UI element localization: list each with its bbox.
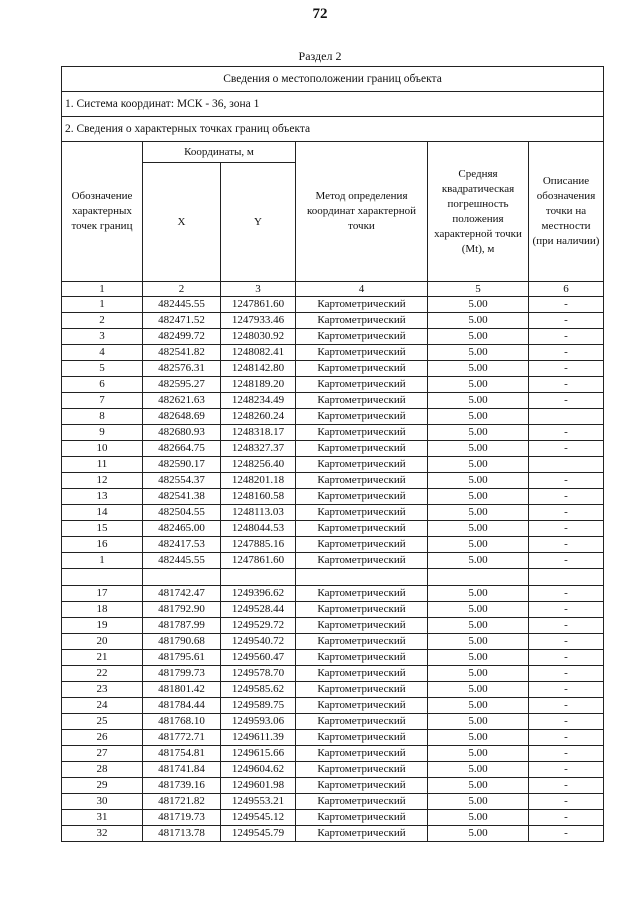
description-cell: - bbox=[529, 521, 604, 537]
method-cell: Картометрический bbox=[296, 521, 428, 537]
table-row bbox=[62, 682, 604, 698]
accuracy-cell: 5.00 bbox=[428, 778, 529, 794]
y-coordinate: 1248030.92 bbox=[221, 329, 296, 345]
header-method: Метод определения координат характерной точки bbox=[296, 142, 428, 282]
table-row bbox=[62, 505, 604, 521]
description-cell: - bbox=[529, 297, 604, 313]
method-cell: Картометрический bbox=[296, 586, 428, 602]
method-cell: Картометрический bbox=[296, 393, 428, 409]
description-cell: - bbox=[529, 746, 604, 762]
point-number: 30 bbox=[62, 794, 143, 810]
y-coordinate: 1249604.62 bbox=[221, 762, 296, 778]
accuracy-cell: 5.00 bbox=[428, 521, 529, 537]
point-number: 27 bbox=[62, 746, 143, 762]
accuracy-cell: 5.00 bbox=[428, 794, 529, 810]
empty-cell bbox=[529, 569, 604, 586]
x-coordinate: 481801.42 bbox=[143, 682, 221, 698]
empty-cell bbox=[143, 569, 221, 586]
header-accuracy: Средняя квадратическая погрешность положения характерной точки (Mt), м bbox=[428, 142, 529, 282]
method-cell: Картометрический bbox=[296, 682, 428, 698]
point-number: 3 bbox=[62, 329, 143, 345]
column-number: 1 bbox=[62, 282, 143, 297]
table-row bbox=[62, 794, 604, 810]
method-cell: Картометрический bbox=[296, 698, 428, 714]
x-coordinate: 482445.55 bbox=[143, 553, 221, 569]
accuracy-cell: 5.00 bbox=[428, 666, 529, 682]
y-coordinate: 1247933.46 bbox=[221, 313, 296, 329]
coordinate-system-row: 1. Система координат: МСК - 36, зона 1 bbox=[62, 92, 604, 117]
description-cell: - bbox=[529, 553, 604, 569]
method-cell: Картометрический bbox=[296, 778, 428, 794]
accuracy-cell: 5.00 bbox=[428, 714, 529, 730]
accuracy-cell: 5.00 bbox=[428, 329, 529, 345]
accuracy-cell: 5.00 bbox=[428, 361, 529, 377]
accuracy-cell: 5.00 bbox=[428, 730, 529, 746]
point-number: 23 bbox=[62, 682, 143, 698]
method-cell: Картометрический bbox=[296, 313, 428, 329]
empty-cell bbox=[221, 569, 296, 586]
accuracy-cell: 5.00 bbox=[428, 650, 529, 666]
point-number: 31 bbox=[62, 810, 143, 826]
point-number: 29 bbox=[62, 778, 143, 794]
point-number: 2 bbox=[62, 313, 143, 329]
table-row bbox=[62, 698, 604, 714]
description-cell: - bbox=[529, 650, 604, 666]
y-coordinate: 1248327.37 bbox=[221, 441, 296, 457]
method-cell: Картометрический bbox=[296, 297, 428, 313]
x-coordinate: 481719.73 bbox=[143, 810, 221, 826]
method-cell: Картометрический bbox=[296, 489, 428, 505]
section-label: Раздел 2 bbox=[298, 49, 342, 63]
y-coordinate: 1249553.21 bbox=[221, 794, 296, 810]
table-row bbox=[62, 361, 604, 377]
table-row bbox=[62, 618, 604, 634]
accuracy-cell: 5.00 bbox=[428, 409, 529, 425]
header-designation: Обозначение характерных точек границ bbox=[62, 142, 143, 282]
description-cell: - bbox=[529, 810, 604, 826]
y-coordinate: 1249578.70 bbox=[221, 666, 296, 682]
accuracy-cell: 5.00 bbox=[428, 297, 529, 313]
point-number: 26 bbox=[62, 730, 143, 746]
column-numbers-row bbox=[62, 282, 604, 297]
boundary-points-table bbox=[61, 66, 604, 842]
table-row bbox=[62, 778, 604, 794]
header-x: X bbox=[143, 163, 221, 282]
x-coordinate: 482680.93 bbox=[143, 425, 221, 441]
column-number: 2 bbox=[143, 282, 221, 297]
table-row bbox=[62, 602, 604, 618]
x-coordinate: 482621.63 bbox=[143, 393, 221, 409]
description-cell: - bbox=[529, 794, 604, 810]
accuracy-cell: 5.00 bbox=[428, 473, 529, 489]
description-cell: - bbox=[529, 361, 604, 377]
table-row bbox=[62, 586, 604, 602]
x-coordinate: 481787.99 bbox=[143, 618, 221, 634]
table-row bbox=[62, 537, 604, 553]
method-cell: Картометрический bbox=[296, 666, 428, 682]
x-coordinate: 482554.37 bbox=[143, 473, 221, 489]
table-row bbox=[62, 329, 604, 345]
accuracy-cell: 5.00 bbox=[428, 618, 529, 634]
y-coordinate: 1249528.44 bbox=[221, 602, 296, 618]
table-row bbox=[62, 666, 604, 682]
table-row bbox=[62, 425, 604, 441]
description-cell: - bbox=[529, 425, 604, 441]
method-cell: Картометрический bbox=[296, 602, 428, 618]
y-coordinate: 1249560.47 bbox=[221, 650, 296, 666]
description-cell: - bbox=[529, 329, 604, 345]
table-row bbox=[62, 441, 604, 457]
accuracy-cell: 5.00 bbox=[428, 313, 529, 329]
accuracy-cell: 5.00 bbox=[428, 826, 529, 842]
column-number: 3 bbox=[221, 282, 296, 297]
table-row bbox=[62, 634, 604, 650]
y-coordinate: 1249529.72 bbox=[221, 618, 296, 634]
method-cell: Картометрический bbox=[296, 634, 428, 650]
page-number: 72 bbox=[312, 6, 328, 22]
accuracy-cell: 5.00 bbox=[428, 762, 529, 778]
method-cell: Картометрический bbox=[296, 794, 428, 810]
point-number: 9 bbox=[62, 425, 143, 441]
empty-cell bbox=[296, 569, 428, 586]
point-number: 17 bbox=[62, 586, 143, 602]
description-cell: - bbox=[529, 730, 604, 746]
point-number: 14 bbox=[62, 505, 143, 521]
accuracy-cell: 5.00 bbox=[428, 682, 529, 698]
description-cell: - bbox=[529, 778, 604, 794]
x-coordinate: 482595.27 bbox=[143, 377, 221, 393]
point-number: 1 bbox=[62, 297, 143, 313]
accuracy-cell: 5.00 bbox=[428, 586, 529, 602]
table-row bbox=[62, 489, 604, 505]
y-coordinate: 1248113.03 bbox=[221, 505, 296, 521]
point-number: 20 bbox=[62, 634, 143, 650]
table-row bbox=[62, 746, 604, 762]
method-cell: Картометрический bbox=[296, 377, 428, 393]
point-number: 8 bbox=[62, 409, 143, 425]
x-coordinate: 481792.90 bbox=[143, 602, 221, 618]
x-coordinate: 482590.17 bbox=[143, 457, 221, 473]
y-coordinate: 1249585.62 bbox=[221, 682, 296, 698]
table-row bbox=[62, 810, 604, 826]
method-cell: Картометрический bbox=[296, 537, 428, 553]
description-cell: - bbox=[529, 313, 604, 329]
accuracy-cell: 5.00 bbox=[428, 457, 529, 473]
empty-cell bbox=[62, 569, 143, 586]
y-coordinate: 1249611.39 bbox=[221, 730, 296, 746]
point-number: 18 bbox=[62, 602, 143, 618]
accuracy-cell: 5.00 bbox=[428, 746, 529, 762]
y-coordinate: 1248260.24 bbox=[221, 409, 296, 425]
table-row bbox=[62, 521, 604, 537]
table-row bbox=[62, 650, 604, 666]
x-coordinate: 481795.61 bbox=[143, 650, 221, 666]
point-number: 15 bbox=[62, 521, 143, 537]
point-number: 4 bbox=[62, 345, 143, 361]
point-number: 11 bbox=[62, 457, 143, 473]
column-number: 5 bbox=[428, 282, 529, 297]
table-row bbox=[62, 826, 604, 842]
x-coordinate: 482417.53 bbox=[143, 537, 221, 553]
method-cell: Картометрический bbox=[296, 762, 428, 778]
x-coordinate: 482664.75 bbox=[143, 441, 221, 457]
description-cell: - bbox=[529, 586, 604, 602]
x-coordinate: 481772.71 bbox=[143, 730, 221, 746]
description-cell: - bbox=[529, 634, 604, 650]
method-cell: Картометрический bbox=[296, 553, 428, 569]
x-coordinate: 481741.84 bbox=[143, 762, 221, 778]
x-coordinate: 481739.16 bbox=[143, 778, 221, 794]
method-cell: Картометрический bbox=[296, 345, 428, 361]
point-number: 1 bbox=[62, 553, 143, 569]
table-row bbox=[62, 553, 604, 569]
point-number: 25 bbox=[62, 714, 143, 730]
x-coordinate: 482648.69 bbox=[143, 409, 221, 425]
description-cell: - bbox=[529, 537, 604, 553]
table-row bbox=[62, 762, 604, 778]
description-cell: - bbox=[529, 473, 604, 489]
accuracy-cell: 5.00 bbox=[428, 634, 529, 650]
x-coordinate: 481784.44 bbox=[143, 698, 221, 714]
method-cell: Картометрический bbox=[296, 473, 428, 489]
column-number: 4 bbox=[296, 282, 428, 297]
accuracy-cell: 5.00 bbox=[428, 425, 529, 441]
method-cell: Картометрический bbox=[296, 505, 428, 521]
description-cell bbox=[529, 409, 604, 425]
header-y: Y bbox=[221, 163, 296, 282]
description-cell: - bbox=[529, 505, 604, 521]
y-coordinate: 1248044.53 bbox=[221, 521, 296, 537]
description-cell: - bbox=[529, 393, 604, 409]
y-coordinate: 1247885.16 bbox=[221, 537, 296, 553]
method-cell: Картометрический bbox=[296, 730, 428, 746]
header-coordinates: Координаты, м bbox=[143, 142, 296, 163]
description-cell: - bbox=[529, 441, 604, 457]
accuracy-cell: 5.00 bbox=[428, 393, 529, 409]
point-number: 6 bbox=[62, 377, 143, 393]
point-number: 32 bbox=[62, 826, 143, 842]
description-cell: - bbox=[529, 682, 604, 698]
method-cell: Картометрический bbox=[296, 441, 428, 457]
point-number: 7 bbox=[62, 393, 143, 409]
y-coordinate: 1248082.41 bbox=[221, 345, 296, 361]
accuracy-cell: 5.00 bbox=[428, 377, 529, 393]
accuracy-cell: 5.00 bbox=[428, 553, 529, 569]
description-cell: - bbox=[529, 698, 604, 714]
x-coordinate: 482499.72 bbox=[143, 329, 221, 345]
x-coordinate: 481713.78 bbox=[143, 826, 221, 842]
description-cell bbox=[529, 457, 604, 473]
y-coordinate: 1248201.18 bbox=[221, 473, 296, 489]
x-coordinate: 481721.82 bbox=[143, 794, 221, 810]
y-coordinate: 1249589.75 bbox=[221, 698, 296, 714]
table-row bbox=[62, 730, 604, 746]
x-coordinate: 482504.55 bbox=[143, 505, 221, 521]
description-cell: - bbox=[529, 762, 604, 778]
y-coordinate: 1249540.72 bbox=[221, 634, 296, 650]
description-cell: - bbox=[529, 345, 604, 361]
header-description: Описание обозначения точки на местности (при наличии) bbox=[529, 142, 604, 282]
description-cell: - bbox=[529, 602, 604, 618]
y-coordinate: 1249593.06 bbox=[221, 714, 296, 730]
table-row bbox=[62, 473, 604, 489]
x-coordinate: 482465.00 bbox=[143, 521, 221, 537]
y-coordinate: 1248160.58 bbox=[221, 489, 296, 505]
point-number: 28 bbox=[62, 762, 143, 778]
description-cell: - bbox=[529, 377, 604, 393]
table-row bbox=[62, 409, 604, 425]
y-coordinate: 1247861.60 bbox=[221, 553, 296, 569]
accuracy-cell: 5.00 bbox=[428, 441, 529, 457]
y-coordinate: 1248234.49 bbox=[221, 393, 296, 409]
empty-cell bbox=[428, 569, 529, 586]
point-number: 16 bbox=[62, 537, 143, 553]
method-cell: Картометрический bbox=[296, 810, 428, 826]
x-coordinate: 482541.82 bbox=[143, 345, 221, 361]
accuracy-cell: 5.00 bbox=[428, 489, 529, 505]
method-cell: Картометрический bbox=[296, 618, 428, 634]
point-number: 22 bbox=[62, 666, 143, 682]
y-coordinate: 1248256.40 bbox=[221, 457, 296, 473]
x-coordinate: 482541.38 bbox=[143, 489, 221, 505]
y-coordinate: 1249545.79 bbox=[221, 826, 296, 842]
method-cell: Картометрический bbox=[296, 425, 428, 441]
group-spacer-row bbox=[62, 569, 604, 586]
accuracy-cell: 5.00 bbox=[428, 537, 529, 553]
point-number: 13 bbox=[62, 489, 143, 505]
method-cell: Картометрический bbox=[296, 409, 428, 425]
accuracy-cell: 5.00 bbox=[428, 810, 529, 826]
description-cell: - bbox=[529, 618, 604, 634]
accuracy-cell: 5.00 bbox=[428, 505, 529, 521]
y-coordinate: 1248142.80 bbox=[221, 361, 296, 377]
table-row bbox=[62, 297, 604, 313]
description-cell: - bbox=[529, 714, 604, 730]
method-cell: Картометрический bbox=[296, 329, 428, 345]
x-coordinate: 482471.52 bbox=[143, 313, 221, 329]
table-row bbox=[62, 313, 604, 329]
point-number: 10 bbox=[62, 441, 143, 457]
x-coordinate: 481799.73 bbox=[143, 666, 221, 682]
table-row bbox=[62, 377, 604, 393]
table-title: Сведения о местоположении границ объекта bbox=[62, 67, 604, 92]
y-coordinate: 1249545.12 bbox=[221, 810, 296, 826]
method-cell: Картометрический bbox=[296, 746, 428, 762]
y-coordinate: 1249615.66 bbox=[221, 746, 296, 762]
description-cell: - bbox=[529, 489, 604, 505]
points-section-title: 2. Сведения о характерных точках границ объекта bbox=[62, 117, 604, 142]
y-coordinate: 1248318.17 bbox=[221, 425, 296, 441]
table-row bbox=[62, 714, 604, 730]
accuracy-cell: 5.00 bbox=[428, 698, 529, 714]
x-coordinate: 481768.10 bbox=[143, 714, 221, 730]
point-number: 21 bbox=[62, 650, 143, 666]
point-number: 19 bbox=[62, 618, 143, 634]
method-cell: Картометрический bbox=[296, 714, 428, 730]
x-coordinate: 482576.31 bbox=[143, 361, 221, 377]
point-number: 5 bbox=[62, 361, 143, 377]
accuracy-cell: 5.00 bbox=[428, 345, 529, 361]
accuracy-cell: 5.00 bbox=[428, 602, 529, 618]
point-number: 12 bbox=[62, 473, 143, 489]
x-coordinate: 481754.81 bbox=[143, 746, 221, 762]
x-coordinate: 481742.47 bbox=[143, 586, 221, 602]
method-cell: Картометрический bbox=[296, 650, 428, 666]
y-coordinate: 1248189.20 bbox=[221, 377, 296, 393]
y-coordinate: 1249601.98 bbox=[221, 778, 296, 794]
point-number: 24 bbox=[62, 698, 143, 714]
description-cell: - bbox=[529, 666, 604, 682]
x-coordinate: 481790.68 bbox=[143, 634, 221, 650]
table-row bbox=[62, 457, 604, 473]
x-coordinate: 482445.55 bbox=[143, 297, 221, 313]
y-coordinate: 1247861.60 bbox=[221, 297, 296, 313]
method-cell: Картометрический bbox=[296, 826, 428, 842]
y-coordinate: 1249396.62 bbox=[221, 586, 296, 602]
description-cell: - bbox=[529, 826, 604, 842]
table-row bbox=[62, 393, 604, 409]
method-cell: Картометрический bbox=[296, 361, 428, 377]
column-number: 6 bbox=[529, 282, 604, 297]
method-cell: Картометрический bbox=[296, 457, 428, 473]
table-row bbox=[62, 345, 604, 361]
